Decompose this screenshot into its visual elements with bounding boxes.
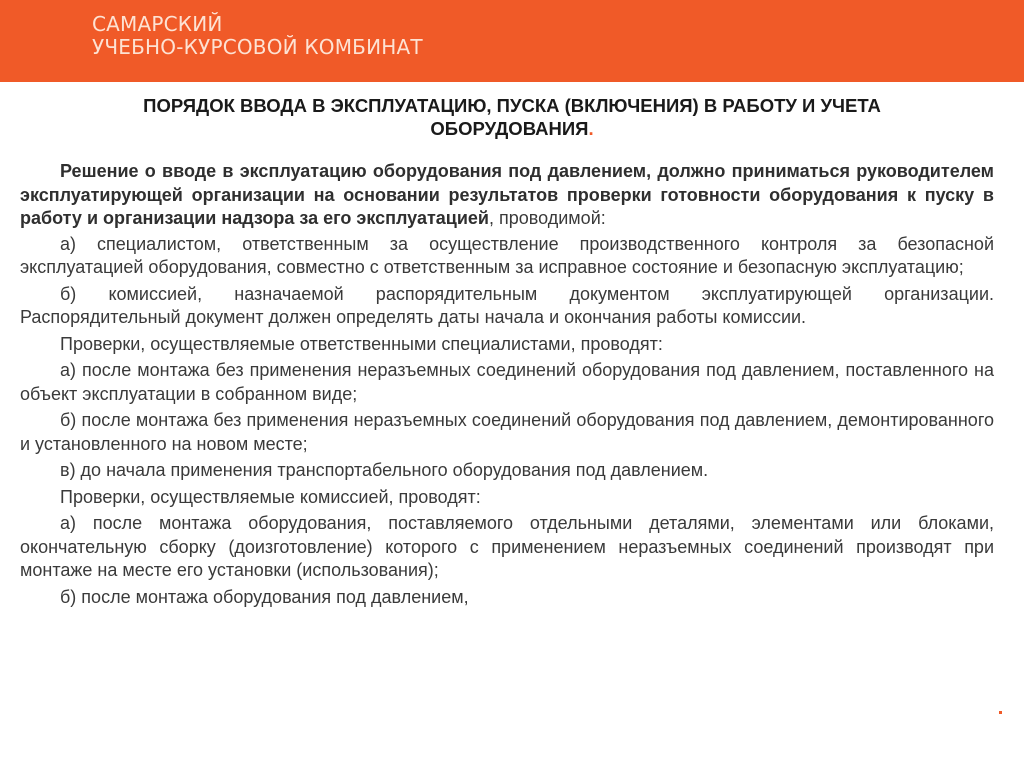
- checks-commission-heading: Проверки, осуществляемые комиссией, проводят:: [60, 486, 481, 507]
- checks-specialists-a: а) после монтажа без применения неразъемных соединений оборудования под давлением, поставленного на объект эксплуатации в собранном виде;: [20, 360, 994, 404]
- header-band: [0, 0, 1024, 82]
- brand-line-1: САМАРСКИЙ: [92, 12, 223, 36]
- brand-logo-text: [92, 13, 423, 59]
- side-mark: [999, 711, 1002, 714]
- document-body: [20, 160, 994, 612]
- title-line-2-text: ОБОРУДОВАНИЯ: [430, 118, 589, 139]
- brand-line-2: УЧЕБНО-КУРСОВОЙ КОМБИНАТ: [92, 35, 423, 59]
- title-end-mark: .: [588, 118, 594, 139]
- intro-bold-text: Решение о вводе в эксплуатацию оборудования под давлением, должно приниматься руководителем эксплуатирующей организации на основании результатов проверки готовности оборудования к пуску в работу и организации надзора за его эксплуатацией: [20, 161, 994, 228]
- checks-specialists-heading: Проверки, осуществляемые ответственными специалистами, проводят:: [60, 333, 663, 354]
- intro-tail-text: , проводимой:: [489, 208, 606, 228]
- paragraph-b: б) комиссией, назначаемой распорядительным документом эксплуатирующей организации. Распорядительный документ должен определять даты начала и окончания работы комиссии.: [20, 283, 994, 327]
- checks-specialists-c: в) до начала применения транспортабельного оборудования под давлением.: [60, 460, 709, 480]
- page-title: [36, 94, 988, 140]
- title-line-2: [36, 117, 988, 140]
- intro-paragraph: [20, 160, 994, 231]
- paragraph-a: а) специалистом, ответственным за осуществление производственного контроля за безопасной эксплуатацией оборудования, совместно с ответственным за исправное состояние и безопасную эксплуатацию;: [20, 233, 994, 277]
- title-line-1: ПОРЯДОК ВВОДА В ЭКСПЛУАТАЦИЮ, ПУСКА (ВКЛЮЧЕНИЯ) В РАБОТУ И УЧЕТА: [143, 95, 881, 116]
- checks-commission-a: а) после монтажа оборудования, поставляемого отдельными деталями, элементами или блоками, окончательную сборку (доизготовление) которого с применением неразъемных соединений производят при монтаже на месте его установки (использования);: [20, 513, 994, 580]
- checks-specialists-b: б) после монтажа без применения неразъемных соединений оборудования под давлением, демонтированного и установленного на новом месте;: [20, 410, 994, 454]
- checks-commission-b: б) после монтажа оборудования под давлением,: [60, 586, 469, 607]
